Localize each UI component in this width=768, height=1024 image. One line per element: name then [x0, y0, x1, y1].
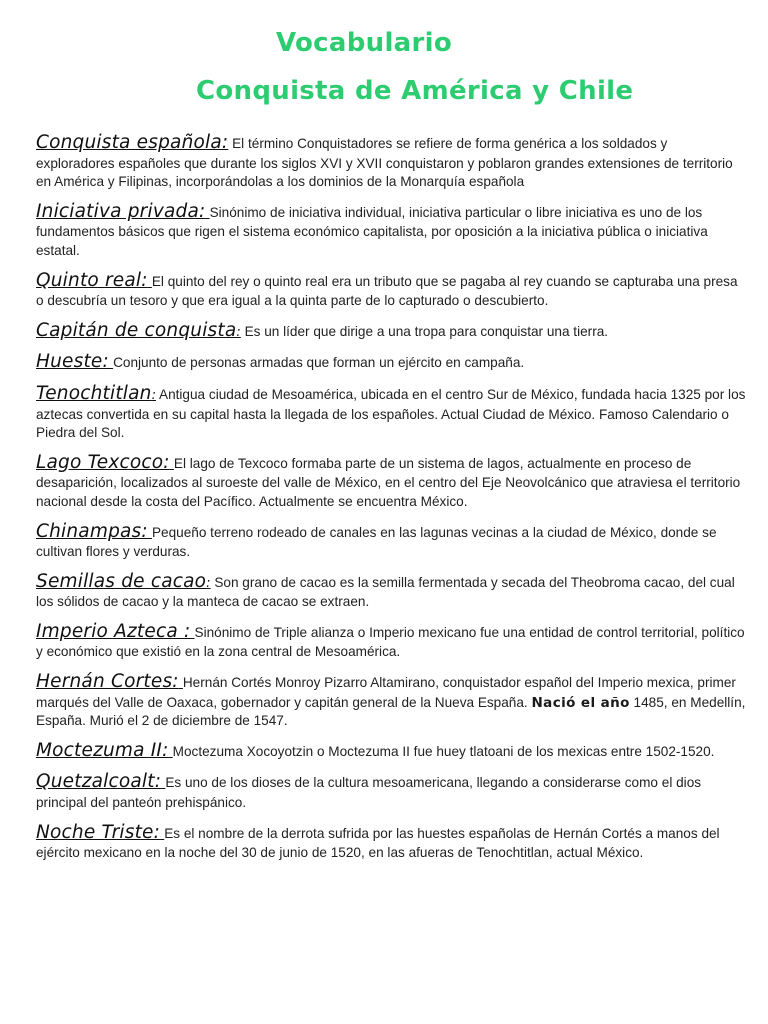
vocab-definition: Sinónimo de iniciativa individual, iniciativa particular o libre iniciativa es uno de los fundamentos básicos que rigen el sistema económico capitalista, por oposición a la iniciativa pública o iniciativa estatal.	[36, 204, 708, 258]
vocab-term-separator: :	[151, 387, 156, 403]
vocab-definition: Es el nombre de la derrota sufrida por las huestes españolas de Hernán Cortés a manos del ejército mexicano en la noche del 30 de junio de 1520, en las afueras de Tenochtitlan, actual México.	[36, 825, 720, 861]
vocab-definition: El quinto del rey o quinto real era un tributo que se pagaba al rey cuando se capturaba una presa o descubría un tesoro y que era igual a la quinta parte de lo capturado o descubierto.	[36, 273, 738, 309]
vocab-entry	[36, 570, 748, 612]
vocab-entry	[36, 821, 748, 863]
vocab-entry	[36, 739, 748, 763]
vocab-definition: Antigua ciudad de Mesoamérica, ubicada en el centro Sur de México, fundada hacia 1325 por los aztecas convertida en su capital hasta la llegada de los españoles. Actual Ciudad de México. Famoso Calendario o Piedra del Sol.	[36, 386, 746, 441]
vocab-definition: Sinónimo de Triple alianza o Imperio mexicano fue una entidad de control territorial, político y económico que existió en la zona central de Mesoamérica.	[36, 624, 745, 660]
vocab-definition: Es un líder que dirige a una tropa para conquistar una tierra.	[240, 323, 609, 339]
vocab-entry	[36, 319, 748, 343]
vocab-definition: Son grano de cacao es la semilla fermentada y secada del Theobroma cacao, del cual los sólidos de cacao y la manteca de cacao se extraen.	[36, 574, 735, 610]
vocab-term: Chinampas:	[36, 520, 148, 542]
vocab-term: Noche Triste:	[36, 821, 161, 843]
vocab-term: Conquista española:	[36, 132, 229, 153]
vocab-definition: Moctezuma Xocoyotzin o Moctezuma II fue huey tlatoani de los mexicas entre 1502-1520.	[172, 743, 715, 759]
vocab-term: Tenochtitlan	[36, 382, 152, 404]
vocab-entry	[36, 134, 748, 192]
vocab-term: Iniciativa privada:	[36, 200, 206, 222]
vocab-entry	[36, 773, 748, 812]
vocab-term: Lago Texcoco:	[36, 451, 170, 473]
vocab-term: Moctezuma II:	[36, 739, 169, 761]
vocab-term: Semillas de cacao	[36, 570, 207, 592]
vocab-definition-emphasis: Nació el año	[531, 694, 630, 711]
vocab-definition: El lago de Texcoco formaba parte de un sistema de lagos, actualmente en proceso de desaparición, localizados al suroeste del valle de México, en el centro del Eje Neovolcánico que atraviesa el territorio nacional desde la costa del Pacífico. Actualmente se encuentra México.	[36, 455, 741, 509]
vocab-entry	[36, 520, 748, 562]
vocab-entry	[36, 382, 748, 443]
vocab-definition-continued: 1485, en Medellín, España. Murió el 2 de diciembre de 1547.	[36, 694, 746, 729]
vocab-entry	[36, 673, 748, 731]
vocab-term-separator: :	[206, 575, 211, 591]
vocab-definition: Conjunto de personas armadas que forman un ejército en campaña.	[113, 355, 525, 371]
vocab-definition: Es uno de los dioses de la cultura mesoamericana, llegando a considerarse como el dios principal del panteón prehispánico.	[36, 775, 702, 811]
vocab-entry	[36, 620, 748, 662]
vocab-entry	[36, 200, 748, 261]
vocab-entry	[36, 353, 748, 374]
vocab-definition: El término Conquistadores se refiere de forma genérica a los soldados y exploradores españoles que durante los siglos XVI y XVII conquistaron y poblaron grandes extensiones de territorio en América y Filipinas, incorporándolas a los dominios de la Monarquía española	[36, 136, 733, 190]
vocab-entry	[36, 269, 748, 311]
vocab-term: Hernán Cortes:	[36, 671, 179, 693]
document-subtitle: Conquista de América y Chile	[196, 76, 634, 106]
vocab-term: Hueste:	[36, 351, 109, 373]
vocab-entry	[36, 451, 748, 512]
vocab-term: Imperio Azteca :	[36, 620, 191, 642]
vocab-term-separator: :	[236, 324, 241, 340]
vocab-definition: Pequeño terreno rodeado de canales en las lagunas vecinas a la ciudad de México, donde se cultivan flores y verduras.	[36, 524, 717, 560]
document-title: Vocabulario	[276, 28, 452, 58]
vocab-term: Capitán de conquista	[36, 319, 237, 341]
vocabulary-list	[36, 134, 748, 874]
vocab-term: Quetzalcoalt:	[36, 771, 162, 793]
vocab-term: Quinto real:	[36, 269, 148, 291]
vocab-definition: Hernán Cortés Monroy Pizarro Altamirano, conquistador español del Imperio mexica, primer marqués del Valle de Oaxaca, gobernador y capitán general de la Nueva España.	[36, 675, 736, 710]
